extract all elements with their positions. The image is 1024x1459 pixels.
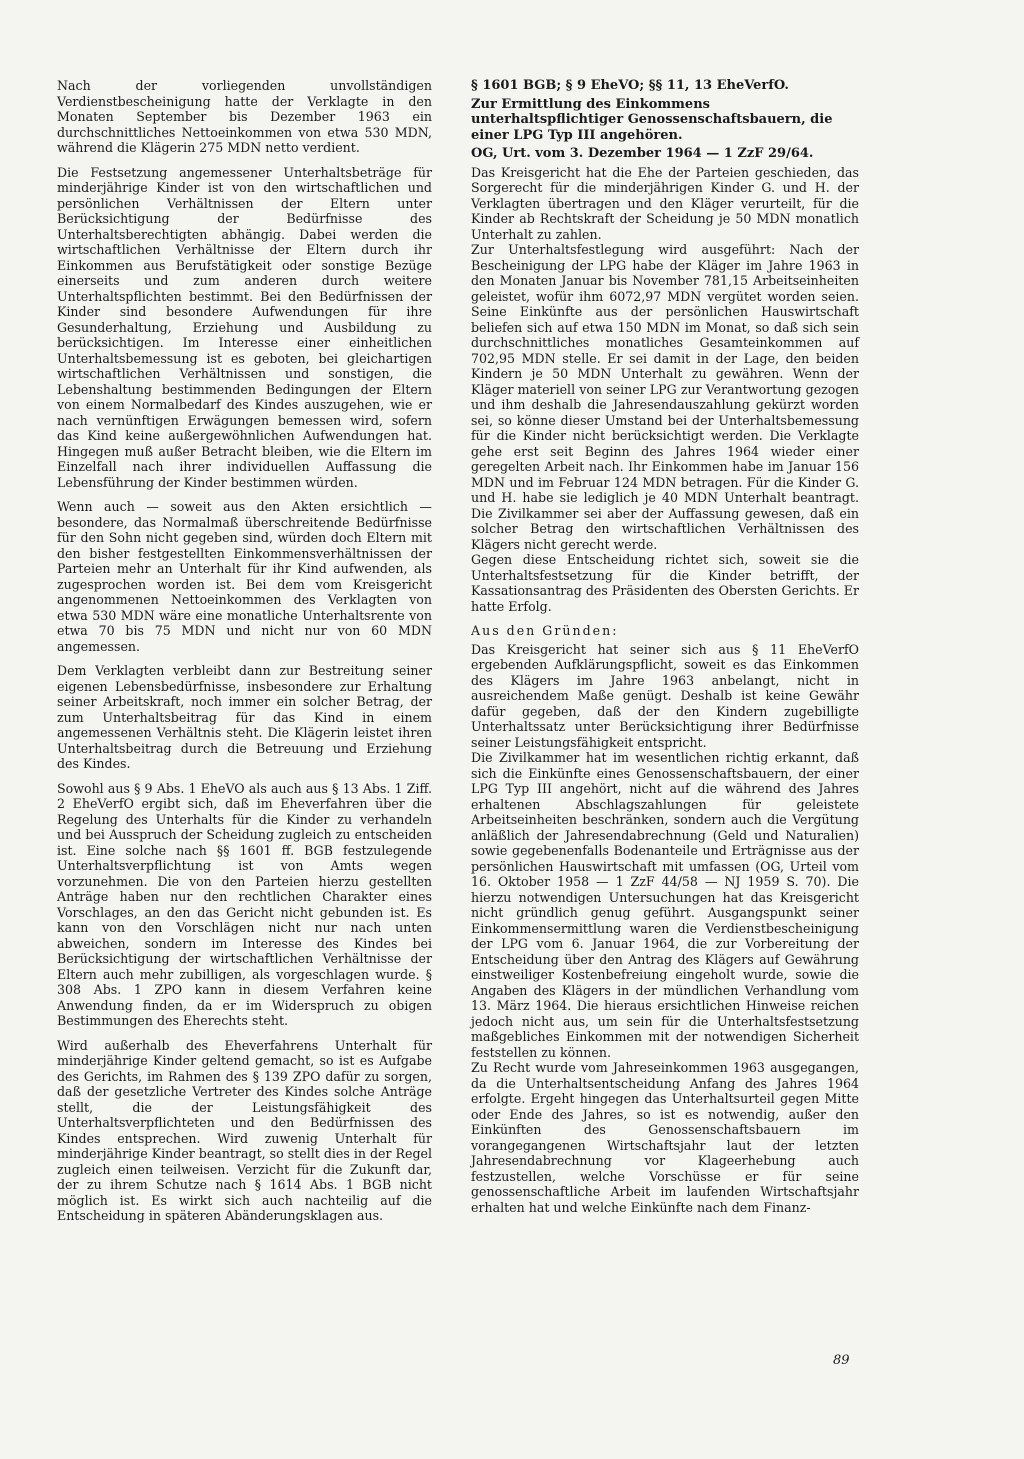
paragraph: Zur Unterhaltsfestlegung wird ausgeführt: Nach der Bescheinigung der LPG habe der Kläger im Jahre 1963 in den Monaten Januar bis November 781,15 Arbeitseinheiten geleistet, wofür ihm 6072,97 MDN vergütet worden seien. Seine Einkünfte aus der persönlichen Hauswirtschaft beliefen sich auf etwa 150 MDN im Monat, so daß sich sein durchschnittliches monatliches Gesamteinkommen auf 702,95 MDN stelle. Er sei damit in der Lage, den beiden Kindern je 50 MDN Unterhalt zu gewähren. Wenn der Kläger materiell von seiner LPG zur Verantwortung gezogen und ihm deshalb die Jahresendauszahlung gekürzt worden sei, so könne dieser Umstand bei der Unterhaltsbemessung für die Kinder nicht berücksichtigt werden. Die Verklagte gehe erst seit Beginn des Jahres 1964 wieder einer geregelten Arbeit nach. Ihr Einkommen habe im Januar 156 MDN und im Februar 124 MDN betragen. Für die Kinder G. und H. habe sie lediglich je 40 MDN Unterhalt beantragt. Die Zivilkammer sei aber der Auffassung gewesen, daß ein solcher Betrag den wirtschaftlichen Verhältnissen des Klägers nicht gerecht werde. <box>471 242 859 552</box>
paragraph: Das Kreisgericht hat seiner sich aus § 11 EheVerfO ergebenden Aufklärungspflicht, soweit es das Einkommen des Klägers im Jahre 1963 anbelangt, nicht in ausreichendem Maße genügt. Deshalb ist keine Gewähr dafür gegeben, daß der den Kindern zugebilligte Unterhaltssatz unter Berücksichtigung ihrer Bedürfnisse seiner Leistungsfähigkeit entspricht. <box>471 641 859 750</box>
paragraph: Die Zivilkammer hat im wesentlichen richtig erkannt, daß sich die Einkünfte eines Genossenschaftsbauern, der einer LPG Typ III angehört, nicht auf die während des Jahres erhaltenen Abschlagszahlungen für geleistete Arbeitseinheiten beschränken, sondern auch die Vergütung anläßlich der Jahresendabrechnung (Geld und Naturalien) sowie gegebenenfalls Bodenanteile und Erträgnisse aus der persönlichen Hauswirtschaft mit umfassen (OG, Urteil vom 16. Oktober 1958 — 1 ZzF 44/58 — NJ 1959 S. 70). Die hierzu notwendigen Untersuchungen hat das Kreisgericht nicht gründlich genug geführt. Ausgangspunkt seiner Einkommensermittlung waren die Verdienstbescheinigung der LPG vom 6. Januar 1964, die zur Vorbereitung der Entscheidung über den Antrag des Klägers auf Gewährung einstweiliger Kostenbefreiung eingeholt wurde, sowie die Angaben des Klägers in der mündlichen Verhandlung vom 13. März 1964. Die hieraus ersichtlichen Hinweise reichen jedoch nicht aus, um sein für die Unterhaltsfestsetzung maßgebliches Einkommen mit der notwendigen Sicherheit feststellen zu können. <box>471 750 859 1060</box>
paragraph: Nach der vorliegenden unvollständigen Verdienstbescheinigung hatte der Verklagte in den Monaten September bis Dezember 1963 ein durchschnittliches Nettoeinkommen von etwa 530 MDN, während die Klägerin 275 MDN netto verdient. <box>57 78 432 155</box>
paragraph: Die Festsetzung angemessener Unterhaltsbeträge für minderjährige Kinder ist von den wirtschaftlichen und persönlichen Verhältnissen der Eltern unter Berücksichtigung der Bedürfnisse des Unterhaltsberechtigten abhängig. Dabei werden die wirtschaftlichen Verhältnisse der Eltern durch ihr Einkommen aus Berufstätigkeit oder sonstige Bezüge einerseits und zum anderen durch weitere Unterhaltspflichten bestimmt. Bei den Bedürfnissen der Kinder sind besondere Aufwendungen für ihre Gesunderhaltung, Erziehung und Ausbildung zu berücksichtigen. Im Interesse einer einheitlichen Unterhaltsbemessung ist es geboten, bei gleichartigen wirtschaftlichen Verhältnissen und sonstigen, die Lebenshaltung bestimmenden Bedingungen der Eltern von einem Normalbedarf des Kindes auszugehen, wie er nach vernünftigen Erwägungen bemessen wird, sofern das Kind keine außergewöhnlichen Aufwendungen hat. Hingegen muß außer Betracht bleiben, wie die Eltern im Einzelfall nach ihrer individuellen Auffassung die Lebensführung der Kinder bestimmen würden. <box>57 164 432 490</box>
paragraph: Gegen diese Entscheidung richtet sich, soweit sie die Unterhaltsfestsetzung für die Kinder betrifft, der Kassationsantrag des Präsidenten des Obersten Gerichts. Er hatte Erfolg. <box>471 552 859 614</box>
headnote: Zur Ermittlung des Einkommens unterhaltspflichtiger Genossenschaftsbauern, die einer LPG Typ III angehören. <box>471 96 833 143</box>
paragraph: Dem Verklagten verbleibt dann zur Bestreitung seiner eigenen Lebensbedürfnisse, insbesondere zur Erhaltung seiner Arbeitskraft, noch immer ein solcher Betrag, der zum Unterhaltsbeitrag für das Kind in einem angemessenen Verhältnis steht. Die Klägerin leistet ihren Unterhaltsbeitrag durch die Betreuung und Erziehung des Kindes. <box>57 663 432 771</box>
paragraph: Zu Recht wurde vom Jahreseinkommen 1963 ausgegangen, da die Unterhaltsentscheidung Anfang des Jahres 1964 erfolgte. Ergeht hingegen das Unterhaltsurteil gegen Mitte oder Ende des Jahres, so ist es notwendig, außer den Einkünften des Genossenschaftsbauern im vorangegangenen Wirtschaftsjahr laut der letzten Jahresendabrechnung vor Klageerhebung auch festzustellen, welche Vorschüsse er für seine genossenschaftliche Arbeit im laufenden Wirtschaftsjahr erhalten hat und welche Einkünfte nach dem Finanz- <box>471 1060 859 1215</box>
paragraph: Das Kreisgericht hat die Ehe der Parteien geschieden, das Sorgerecht für die minderjährigen Kinder G. und H. der Verklagten übertragen und den Kläger verurteilt, für die Kinder ab Rechtskraft der Scheidung je 50 MDN monatlich Unterhalt zu zahlen. <box>471 164 859 242</box>
section-heading: Aus den Gründen: <box>471 623 619 638</box>
court-reference: OG, Urt. vom 3. Dezember 1964 — 1 ZzF 29/64. <box>471 146 814 161</box>
legal-citation: § 1601 BGB; § 9 EheVO; §§ 11, 13 EheVerfO. <box>471 78 789 93</box>
right-column <box>471 78 859 1215</box>
page-number: 89 <box>833 1353 850 1368</box>
paragraph: Wenn auch — soweit aus den Akten ersichtlich — besondere, das Normalmaß überschreitende Bedürfnisse für den Sohn nicht gegeben sind, würden doch Eltern mit den bisher festgestellten Einkommensverhältnissen der Parteien mehr an Unterhalt für ihr Kind aufwenden, als zugesprochen worden ist. Bei dem vom Kreisgericht angenommenen Nettoeinkommen des Verklagten von etwa 530 MDN wäre eine monatliche Unterhaltsrente von etwa 70 bis 75 MDN und nicht nur von 60 MDN angemessen. <box>57 499 432 654</box>
paragraph: Sowohl aus § 9 Abs. 1 EheVO als auch aus § 13 Abs. 1 Ziff. 2 EheVerfO ergibt sich, daß im Eheverfahren über die Regelung des Unterhalts für die Kinder zu verhandeln und bei Ausspruch der Scheidung zugleich zu entscheiden ist. Eine solche nach §§ 1601 ff. BGB festzulegende Unterhaltsverpflichtung ist von Amts wegen vorzunehmen. Die von den Parteien hierzu gestellten Anträge haben nur den rechtlichen Charakter eines Vorschlages, an den das Gericht nicht gebunden ist. Es kann von den Vorschlägen nicht nur nach unten abweichen, sondern im Interesse des Kindes bei Berücksichtigung der wirtschaftlichen Verhältnisse der Eltern auch mehr zubilligen, als vorgeschlagen wurde. § 308 Abs. 1 ZPO kann in diesem Verfahren keine Anwendung finden, da er im Widerspruch zu obigen Bestimmungen des Eherechts steht. <box>57 780 432 1028</box>
paragraph: Wird außerhalb des Eheverfahrens Unterhalt für minderjährige Kinder geltend gemacht, so ist es Aufgabe des Gerichts, im Rahmen des § 139 ZPO dafür zu sorgen, daß der gesetzliche Vertreter des Kindes solche Anträge stellt, die der Leistungsfähigkeit des Unterhaltsverpflichteten und den Bedürfnissen des Kindes entsprechen. Wird zuwenig Unterhalt für minderjährige Kinder beantragt, so stellt dies in der Regel zugleich einen teilweisen. Verzicht für die Zukunft dar, der zu ihrem Schutze nach § 1614 Abs. 1 BGB nicht möglich ist. Es wirkt sich auch nachteilig auf die Entscheidung in späteren Abänderungsklagen aus. <box>57 1037 432 1223</box>
left-column <box>57 78 432 1233</box>
